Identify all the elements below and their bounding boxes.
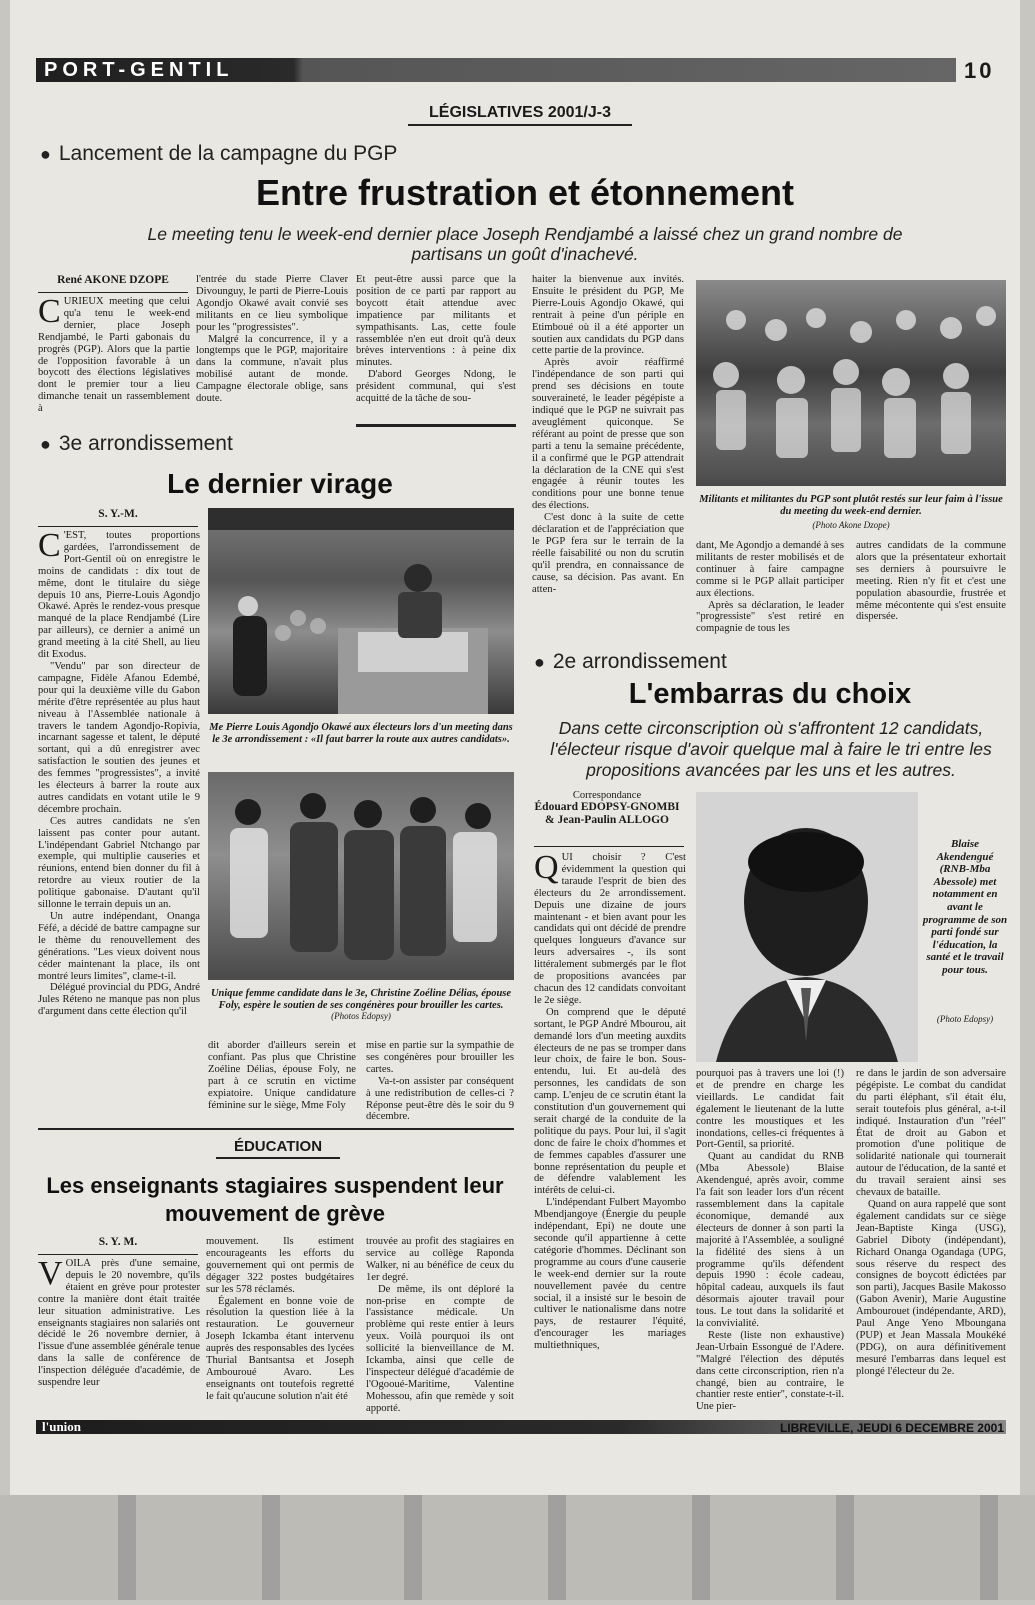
paragraph: Ces autres candidats ne s'en laissent pas conter pour autant. L'indépendant Gabriel Ntchango par exemple, qui multiplie causeries et réunions, entend bien donner du fil à retordre au vieux routier de la politique gabonaise. D'autant qu'il sillonne le terrain depuis un an. (38, 815, 200, 911)
paragraph: Un autre indépendant, Onanga Féfé, a décidé de battre campagne sur le thème du renouvellement des générations. "Les vieux doivent nous céder maintenant la place, ils ont montré leurs limites", clame-t-il. (38, 911, 200, 982)
paragraph (38, 296, 190, 415)
paragraph: re dans le jardin de son adversaire pégépiste. Le combat du candidat du parti éléphant, s'il était élu, serait toutefois plus général, a-t-il indiqué. Instauration d'un "réel" État de droit au Gabon et promotion d'une politique de solidarité nationale qui tournerait autour de l'éducation, de la santé et du travail seraient ainsi ses chevaux de bataille. (856, 1068, 1006, 1199)
photo-christine-delias (208, 772, 514, 980)
article4-col1 (38, 1258, 200, 1414)
credit-edopsy: (Photos Edopsy) (331, 1011, 391, 1021)
paragraph: autres candidats de la commune alors que la présentateur exhortait ses derniers à poursuivre le meeting. Rien n'y fit et c'est une population abasourdie, frustrée et même mécontente qui s'est ensuite dispersée. (856, 540, 1006, 623)
headline-embarras: L'embarras du choix (628, 678, 912, 710)
caption-pgp-militants: Militants et militantes du PGP sont plutôt restés sur leur faim à l'issue du meeting du week-end dernier. (699, 494, 1003, 517)
byline-edopsy-block (530, 790, 684, 827)
byline-rule (38, 292, 188, 293)
paragraph: Malgré la concurrence, il y a longtemps que le PGP, majoritaire dans la commune, n'avait plus mobilisé autant de monde. Campagne électorale oblige, sans doute. (196, 333, 348, 405)
deck-embarras: Dans cette circonscription où s'affrontent 12 candidats, l'électeur risque d'avoir quelque mal à faire le tri entre les propositions avancées par les uns et les autres. (550, 718, 992, 780)
scan-stripes (0, 1495, 1035, 1600)
paragraph: trouvée au profit des stagiaires en service au collège Raponda Walker, ni au bénéfice de ceux du 1er degré. (366, 1236, 514, 1283)
article1-col5 (696, 540, 844, 636)
article1-col4 (532, 274, 684, 634)
caption-text: Unique femme candidate dans le 3e, Christine Zoéline Délias, épouse Foly, espère le soutien de ses congénères pour brouiller les cartes. (210, 988, 512, 1011)
paragraph: Et peut-être aussi parce que la position de ce parti par rapport au boycott était attendue avec impatience par militants et sympathisants. Las, cette foule rassemblée n'en eut droit qu'à deux brèves interventions : à peine dix minutes. (356, 274, 516, 369)
paragraph: pourquoi pas à travers une loi (!) et de prendre en charge les vieillards. Le candidat fait également le lieutenant de la lutte contre les moustiques et les inondations, celles-ci fréquentes à Port-Gentil, sa priorité. (696, 1068, 844, 1151)
byline-akone: René AKONE DZOPE (57, 274, 169, 286)
caption-agondjo: Me Pierre Louis Agondjo Okawé aux électeurs lors d'un meeting dans le 3e arrondissement : «Il faut barrer la route aux autres candidats». (209, 722, 513, 745)
paragraph: De même, ils ont déploré la non-prise en compte de l'assistance médicale. Un problème qui reste entier à leurs yeux. Voilà pourquoi ils ont sollicité la bienveillance de M. Ickamba, ainsi que celle de l'inspecteur délégué d'académie de l'Ogooué-Maritime, Valentine Mohessou, afin que remède y soit apporté. (366, 1283, 514, 1414)
section-title: PORT-GENTIL (44, 59, 234, 81)
paragraph: D'abord Georges Ndong, le président communal, qui s'est acquitté de la tâche de sou- (356, 369, 516, 405)
paragraph (38, 530, 200, 661)
dropcap: V (38, 1258, 63, 1292)
article4-col2 (206, 1236, 354, 1414)
headline-enseignants: Les enseignants stagiaires suspendent leur mouvement de grève (46, 1173, 504, 1226)
photo-agondjo-meeting (208, 508, 514, 714)
caption-akendengue: Blaise Akendengué (RNB-Mba Abessole) met notamment en avant le programme de son parti fondé sur l'éducation, la santé et le travail pour tous. (922, 838, 1008, 976)
byline-rule (534, 846, 684, 847)
paragraph: Reste (liste non exhaustive) Jean-Urbain Essongué de l'Adere. "Malgré l'élection des députés dans cette circonscription, rien n'a changé, bien au contraire, le chantier reste entier", constate-t-il. Une pier- (696, 1329, 844, 1412)
newspaper-page (10, 0, 1020, 1495)
paragraph: Après avoir réaffirmé l'indépendance de son parti qui prend ses décisions en toute souveraineté, le leader pégépiste a indiqué que le PGP ne suivrait pas aveuglément quiconque. Se référant au point de presse que son parti a tenu la semaine précédente, il a confirmé que le PGP attendrait la déclaration de la CNE qui s'est engagée à réunir toutes les conditions pour une bonne tenue des élections. (532, 357, 684, 512)
kicker-text: 2e arrondissement (552, 650, 727, 673)
kicker-text: Lancement de la campagne du PGP (58, 142, 398, 165)
crowd-illustration (696, 280, 1006, 486)
crowd-illustration (208, 772, 514, 980)
byline-sym: S. Y.-M. (98, 508, 138, 520)
headline-dernier-virage: Le dernier virage (167, 468, 393, 499)
masthead: l'union (42, 1419, 82, 1434)
paragraph: dit aborder d'ailleurs serein et confiant. Pas plus que Christine Zoéline Délias, épouse Foly, ne part à ce scrutin en victime expiatoire. Unique candidature féminine sur le siège, Mme Foly (208, 1040, 356, 1111)
byline-names: Édouard EDOPSY-GNOMBI & Jean-Paulin ALLOGO (534, 801, 680, 826)
kicker-text: 3e arrondissement (58, 432, 233, 455)
article1-bottom-rule (356, 424, 516, 427)
article2-col1 (38, 530, 200, 1120)
paragraph: "Vendu" par son directeur de campagne, Fidèle Afanou Edembé, pour qui la deuxième ville du Gabon mérite d'être représentée au plus haut niveau à l'Assemblée nationale à travers le tandem Agondjo-Ropivia, incarnant sagesse et talent, le député sortant, qui a dû enregistrer avec satisfaction le soutien des jeunes et des femmes "progressistes", a invité les électeurs à barrer la route aux autres candidats en votant utile le 9 décembre prochain. (38, 660, 200, 815)
kicker-3e-arrondissement: ● 3e arrondissement (40, 432, 233, 455)
dropcap: C (38, 530, 61, 564)
paragraph: Quand on aura rappelé que sont également candidats sur ce siège Jean-Baptiste Kinga (USG), Gabriel Diboty (indépendant), Richard Onanga Ogandaga (UPG, sous réserve du respect des consignes de boycott édictées par son parti), Jacques Basile Makosso (Gabon Avenir), Marie Augustine Ambourouet (indépendante, ARD), Paul Ange Yeno Mboungana (PUP) et Jean Massala Moukéké (PDG), on aura définitivement mesuré l'embarras dans lequel est plongé l'électeur du 2e. (856, 1198, 1006, 1377)
caption-christine-delias (208, 988, 514, 1023)
article1-col3 (356, 274, 516, 416)
article1-col6 (856, 540, 1006, 636)
byline-label: Correspondance (572, 790, 642, 801)
rubric-legislatives: LÉGISLATIVES 2001/J-3 (408, 104, 632, 126)
paragraph: Également en bonne voie de résolution la question liée à la restauration. Le gouverneur Joseph Ickamba étant intervenu auprès des responsables des lycées Thurial Bantsantsa et Joseph Ambouroué Avaro. Les enseignants ont toutefois regretté le fait qu'aucune solution n'ait été (206, 1295, 354, 1402)
paragraph-text: 'EST, toutes proportions gardées, l'arrondissement de Port-Gentil où on enregistre le moins de candidats : dix tout de même, dont le titulaire du siège depuis 10 ans, Pierre-Louis Agondjo Okawé. Après le rendez-vous presque manqué de la place Rendjambé (Lire par ailleurs), ce dernier a animé un grand meeting à la cité Shell, au lieu dit Exodus. (38, 530, 200, 661)
paragraph: mouvement. Ils estiment encourageants les efforts du gouvernement qui ont permis de dégager 322 postes budgétaires sur les 578 réclamés. (206, 1236, 354, 1295)
scan-background (0, 1495, 1035, 1600)
paragraph-text: URIEUX meeting que celui qu'a tenu le week-end dernier, place Joseph Rendjambé, le Parti gabonais du progrès (PGP). Alors que la partie de l'opposition favorable à un boycott des élections législatives dont le premier tour a lieu dimanche tenait un rassemblement à (38, 296, 190, 415)
paragraph: haiter la bienvenue aux invités. Ensuite le président du PGP, Me Pierre-Louis Agondjo Okawé, qui rentrait à peine d'un périple en Etimboué où il a été apporter un soutien aux candidats du PGP dans cette partie de la province. (532, 274, 684, 357)
article1-col1 (38, 296, 190, 416)
dateline: LIBREVILLE, JEUDI 6 DECEMBRE 2001 (779, 1421, 1004, 1435)
paragraph (38, 1258, 200, 1389)
paragraph: L'indépendant Fulbert Mayombo Mbendjangoye (Énergie du peuple indépendant, Epi) ne doute une seconde qu'il appartienne à cette catégorie d'hommes. Déclinant son programme au cours d'une causerie le week-end dernier sur la route nouvellement pavée du centre social, il a insisté sur le besoin de cultiver le nationalisme dans notre pays, de restaurer l'équité, d'encourager les mariages multiethniques, (534, 1197, 686, 1352)
dropcap: C (38, 296, 61, 330)
page-number: 10 (964, 58, 995, 83)
dropcap: Q (534, 852, 559, 886)
rubric-education: ÉDUCATION (216, 1138, 340, 1159)
credit-edopsy-2: (Photo Edopsy) (936, 1014, 994, 1024)
paragraph-text: UI choisir ? C'est évidemment la question qui taraude l'esprit de bien des électeurs du 2e arrondissement. Depuis une dizaine de jours maintenant - et bien avant pour les candidats qui ont décidé de prendre quelques longueurs d'avance sur leurs adversaires -, ils sont littéralement submergés par le flot de propositions avancées par chacun des 12 candidats convoitant le 2e siège. (534, 852, 686, 1006)
article3-col3 (856, 1068, 1006, 1412)
paragraph: Va-t-on assister par conséquent à une redistribution de celles-ci ? Réponse peut-être dès le soir du 9 décembre. (366, 1075, 514, 1123)
paragraph: l'entrée du stade Pierre Claver Divounguy, le parti de Pierre-Louis Agondjo Okawé avait convié ses militants en ce lieu symbolique pour les "progressistes". (196, 274, 348, 333)
byline-rule (38, 526, 198, 527)
paragraph: dant, Me Agondjo a demandé à ses militants de rester mobilisés et de continuer à faire campagne comme si le PGP allait participer aux élections. (696, 540, 844, 599)
article3-col2 (696, 1068, 844, 1412)
paragraph: Délégué provincial du PDG, André Jules Réteno ne manque pas non plus d'argument dans cette élection qu'il (38, 982, 200, 1018)
kicker-campagne-pgp: ● Lancement de la campagne du PGP (40, 142, 398, 165)
section-header-bar (36, 58, 956, 82)
photo-pgp-militants (696, 280, 1006, 486)
credit-akone: (Photo Akone Dzope) (812, 520, 890, 530)
paragraph-text: OILÀ près d'une semaine, depuis le 20 novembre, qu'ils étaient en grève pour protester contre la manière dont était traitée leur situation administrative. Les enseignants stagiaires non salariés ont décidé le 26 novembre dernier, à l'issue d'une assemblée générale tenue dans la salle de conférence de l'inspection déléguée d'académie, de suspendre leur (38, 1258, 200, 1389)
article3-col1 (534, 852, 686, 1412)
byline-rule (38, 1254, 198, 1255)
headline-frustration: Entre frustration et étonnement (255, 172, 795, 213)
photo-akendengue (696, 792, 918, 1062)
paragraph (534, 852, 686, 1007)
article2-bottom-rule (38, 1128, 514, 1130)
paragraph: On comprend que le député sortant, le PGP André Mbourou, ait demandé lors d'un meeting auxdits électeurs de ne pas se tromper dans leur choix, de faire le bon. Sous-entendu, lui. Et au-delà des personnes, les candidats de son camp. L'enjeu de ce scrutin étant la constitution d'un gouvernement qui serait chargé de la conduite de la politique du pays. Pour lui, il s'agit donc de faire le choix d'hommes et de femmes capables d'assurer une bonne représentation du peuple et de défendre valablement les intérêts de celui-ci. (534, 1006, 686, 1197)
meeting-illustration (208, 508, 514, 714)
article1-col2 (196, 274, 348, 416)
kicker-2e-arrondissement: ● 2e arrondissement (534, 650, 727, 673)
portrait-illustration (696, 792, 918, 1062)
article2-col2 (208, 1040, 356, 1124)
paragraph: mise en partie sur la sympathie de ses congénères pour brouiller les cartes. (366, 1040, 514, 1075)
deck-frustration: Le meeting tenu le week-end dernier place Joseph Rendjambé a laissé chez un grand nombre de partisans un goût d'inachevé. (147, 224, 903, 264)
byline-sym-2: S. Y. M. (98, 1236, 138, 1248)
paragraph: Quant au candidat du RNB (Mba Abessole) Blaise Akendengué, après avoir, comme l'a fait son leader lors d'un récent rassemblement dans la capitale économique, demandé aux électeurs de donner à son parti la majorité à l'Assemblée, a souligné la fidélité des siens à un programme qu'ils défendent depuis 1990 : école cadeau, hôpital cadeau, auxquels ils faut désormais ajouter travail pour tous. Le tout dans la solidarité et la convivialité. (696, 1151, 844, 1330)
article4-col3 (366, 1236, 514, 1414)
paragraph: Après sa déclaration, le leader "progressiste" s'est retiré en compagnie de tous les (696, 599, 844, 635)
paragraph: C'est donc à la suite de cette déclaration et de l'appréciation que le PGP fera sur le terrain de la réelle faisabilité ou non du scrutin qu'il prendra, en connaissance de cause, sa décision. Pas avant. En atten- (532, 512, 684, 595)
article2-col3 (366, 1040, 514, 1124)
